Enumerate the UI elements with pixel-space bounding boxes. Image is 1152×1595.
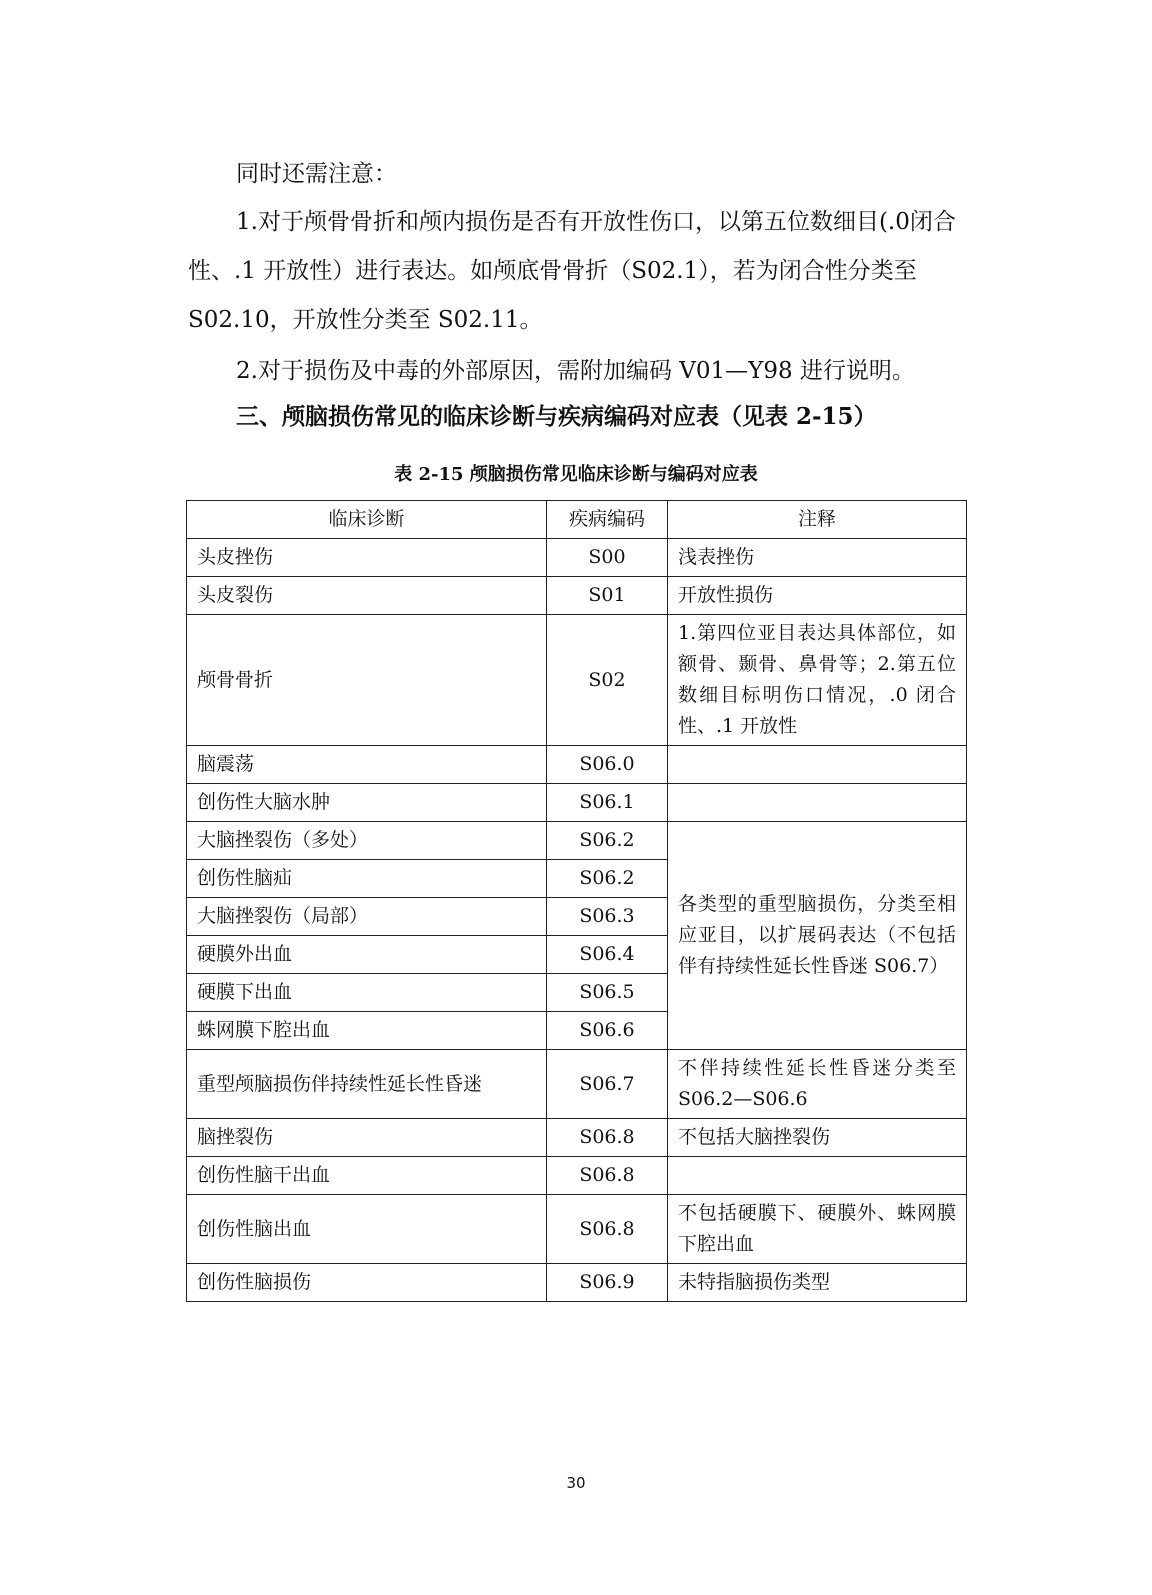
note-cell: 未特指脑损伤类型 xyxy=(668,1264,967,1302)
table-row xyxy=(187,1264,967,1302)
diagnosis-cell: 重型颅脑损伤伴持续性延长性昏迷 xyxy=(187,1050,547,1119)
code-cell: S06.5 xyxy=(547,974,668,1012)
table-row xyxy=(187,1119,967,1157)
diagnosis-cell: 脑震荡 xyxy=(187,746,547,784)
diagnosis-cell: 硬膜外出血 xyxy=(187,936,547,974)
code-cell: S06.3 xyxy=(547,898,668,936)
code-cell: S06.4 xyxy=(547,936,668,974)
note-cell: 1.第四位亚目表达具体部位，如额骨、颞骨、鼻骨等；2.第五位数细目标明伤口情况，.0 闭合性、.1 开放性 xyxy=(668,615,967,746)
note-cell: 不包括大脑挫裂伤 xyxy=(668,1119,967,1157)
note-cell xyxy=(668,746,967,784)
table-row xyxy=(187,784,967,822)
code-cell: S06.8 xyxy=(547,1157,668,1195)
code-cell: S02 xyxy=(547,615,668,746)
code-cell: S06.2 xyxy=(547,860,668,898)
table-row xyxy=(187,1050,967,1119)
section-heading: 三、颅脑损伤常见的临床诊断与疾病编码对应表（见表 2-15） xyxy=(236,403,877,430)
table-row xyxy=(187,746,967,784)
code-cell: S06.6 xyxy=(547,1012,668,1050)
code-cell: S01 xyxy=(547,577,668,615)
diagnosis-cell: 颅骨骨折 xyxy=(187,615,547,746)
code-cell: S06.8 xyxy=(547,1195,668,1264)
diagnosis-cell: 创伤性脑疝 xyxy=(187,860,547,898)
table-caption: 表 2-15 颅脑损伤常见临床诊断与编码对应表 xyxy=(394,464,758,485)
page-number: 30 xyxy=(566,1474,586,1492)
table-row xyxy=(187,822,967,860)
header-diagnosis: 临床诊断 xyxy=(187,501,547,539)
code-cell: S06.0 xyxy=(547,746,668,784)
diagnosis-cell: 大脑挫裂伤（多处） xyxy=(187,822,547,860)
diagnosis-cell: 蛛网膜下腔出血 xyxy=(187,1012,547,1050)
note-cell xyxy=(668,784,967,822)
diagnosis-cell: 创伤性大脑水肿 xyxy=(187,784,547,822)
diagnosis-cell: 头皮挫伤 xyxy=(187,539,547,577)
code-cell: S06.8 xyxy=(547,1119,668,1157)
code-cell: S06.7 xyxy=(547,1050,668,1119)
diagnosis-code-table xyxy=(186,500,967,1302)
diagnosis-cell: 头皮裂伤 xyxy=(187,577,547,615)
note-item-2: 2.对于损伤及中毒的外部原因，需附加编码 V01—Y98 进行说明。 xyxy=(236,358,915,384)
diagnosis-cell: 硬膜下出血 xyxy=(187,974,547,1012)
code-cell: S06.1 xyxy=(547,784,668,822)
table-row xyxy=(187,615,967,746)
note-item-1: 1.对于颅骨骨折和颅内损伤是否有开放性伤口，以第五位数细目(.0闭合性、.1 开放性）进行表达。如颅底骨骨折（S02.1），若为闭合性分类至 S02.10，开放性分类至 S02.11。 xyxy=(188,209,956,333)
table-row xyxy=(187,1195,967,1264)
note-cell: 开放性损伤 xyxy=(668,577,967,615)
diagnosis-cell: 创伤性脑出血 xyxy=(187,1195,547,1264)
table-row xyxy=(187,1157,967,1195)
header-code: 疾病编码 xyxy=(547,501,668,539)
code-cell: S06.2 xyxy=(547,822,668,860)
note-cell-merged: 各类型的重型脑损伤，分类至相应亚目，以扩展码表达（不包括伴有持续性延长性昏迷 S06.7） xyxy=(668,822,967,1050)
intro-paragraph: 同时还需注意： xyxy=(236,161,397,187)
diagnosis-cell: 脑挫裂伤 xyxy=(187,1119,547,1157)
diagnosis-cell: 大脑挫裂伤（局部） xyxy=(187,898,547,936)
header-note: 注释 xyxy=(668,501,967,539)
table-row xyxy=(187,539,967,577)
note-cell xyxy=(668,1157,967,1195)
diagnosis-cell: 创伤性脑干出血 xyxy=(187,1157,547,1195)
table-row xyxy=(187,577,967,615)
note-cell: 不包括硬膜下、硬膜外、蛛网膜下腔出血 xyxy=(668,1195,967,1264)
diagnosis-cell: 创伤性脑损伤 xyxy=(187,1264,547,1302)
note-cell: 浅表挫伤 xyxy=(668,539,967,577)
code-cell: S00 xyxy=(547,539,668,577)
note-cell: 不伴持续性延长性昏迷分类至 S06.2—S06.6 xyxy=(668,1050,967,1119)
table-header-row xyxy=(187,501,967,539)
code-cell: S06.9 xyxy=(547,1264,668,1302)
